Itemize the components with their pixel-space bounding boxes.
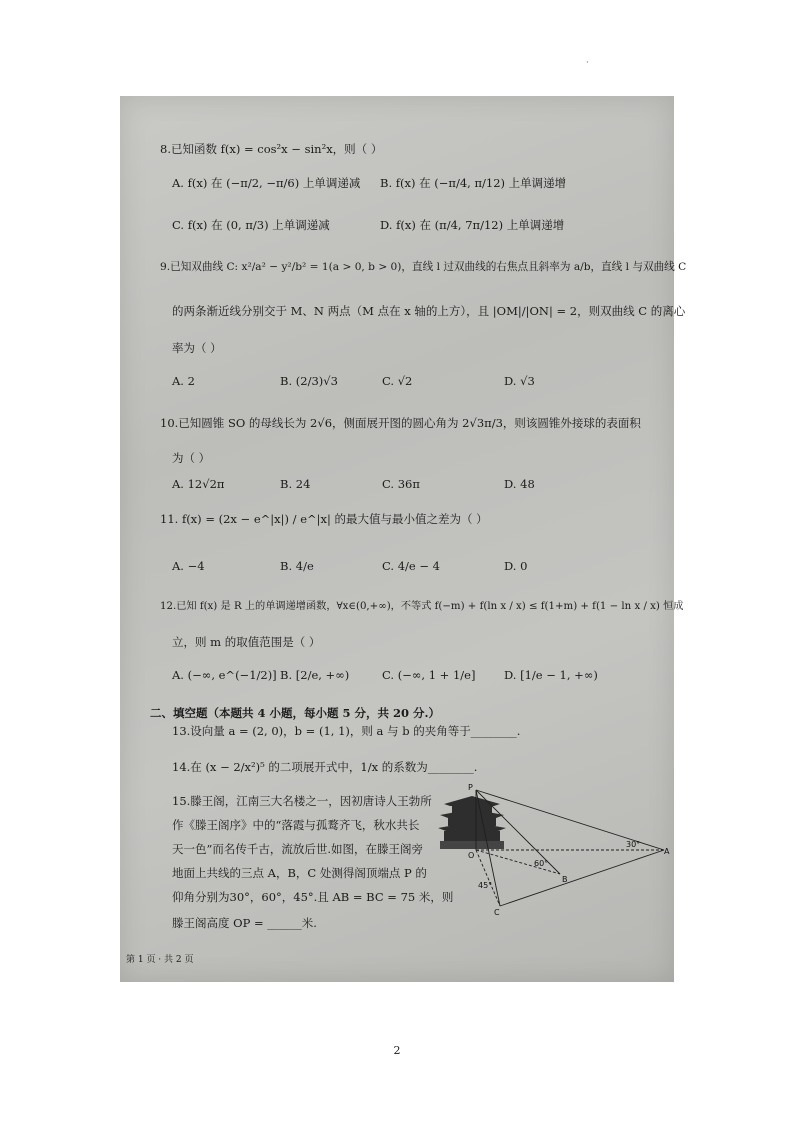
q9-line2: 的两条渐近线分别交于 M、N 两点（M 点在 x 轴的上方），且 |OM|/|ON| = 2，则双曲线 C 的离心 <box>172 304 686 318</box>
q8-option-d: D. f(x) 在 (π/4, 7π/12) 上单调递增 <box>380 218 565 232</box>
angle-60: 60° <box>534 859 549 868</box>
q12-option-d: D. [1/e − 1, +∞) <box>504 668 598 682</box>
q9-option-d: D. √3 <box>504 374 535 388</box>
q9-line3: 率为（ ） <box>172 341 222 355</box>
q15-line2: 作《滕王阁序》中的“落霞与孤鹜齐飞，秋水共长 <box>172 818 420 832</box>
q12-line2: 立，则 m 的取值范围是（ ） <box>172 635 321 649</box>
q9-line1: 9.已知双曲线 C: x²/a² − y²/b² = 1(a > 0, b > 0)，直线 l 过双曲线的右焦点且斜率为 a/b，直线 l 与双曲线 C <box>160 261 687 273</box>
q10-option-a: A. 12√2π <box>172 477 225 491</box>
page-footer: 第 1 页 · 共 2 页 <box>126 955 194 965</box>
q15-line3: 天一色”而名传千古，流放后世.如图，在滕王阁旁 <box>172 842 424 856</box>
section2-title: 二、填空题（本题共 4 小题，每小题 5 分，共 20 分.） <box>150 706 441 720</box>
q8-option-c: C. f(x) 在 (0, π/3) 上单调递减 <box>172 218 330 232</box>
label-a: A <box>664 847 670 856</box>
label-p: P <box>468 783 473 792</box>
q15-line6: 滕王阁高度 OP = ______米. <box>172 916 317 930</box>
q9-option-a: A. 2 <box>172 374 195 388</box>
q8-option-a: A. f(x) 在 (−π/2, −π/6) 上单调递减 <box>172 176 361 190</box>
q15-line5: 仰角分别为30°，60°，45°.且 AB = BC = 75 米，则 <box>172 890 454 904</box>
q10-option-c: C. 36π <box>382 477 420 491</box>
pavilion-figure <box>438 782 670 916</box>
q10-line1: 10.已知圆锥 SO 的母线长为 2√6，侧面展开图的圆心角为 2√3π/3，则该圆锥外接球的表面积 <box>160 416 641 430</box>
q12-option-c: C. (−∞, 1 + 1/e] <box>382 668 476 682</box>
q10-option-d: D. 48 <box>504 477 535 491</box>
page-number: 2 <box>393 1044 401 1057</box>
q8-option-b: B. f(x) 在 (−π/4, π/12) 上单调递增 <box>380 176 567 190</box>
q11-option-d: D. 0 <box>504 559 528 573</box>
label-o: O <box>468 851 475 860</box>
q14-text: 14.在 (x − 2/x²)⁵ 的二项展开式中，1/x 的系数为________. <box>172 760 478 774</box>
q12-line1: 12.已知 f(x) 是 R 上的单调递增函数，∀x∈(0,+∞)，不等式 f(−m) + f(ln x / x) ≤ f(1+m) + f(1 − ln x / x) 恒成 <box>160 601 684 612</box>
q9-option-b: B. (2/3)√3 <box>280 374 338 388</box>
q11-option-b: B. 4/e <box>280 559 314 573</box>
q8-stem: 8.已知函数 f(x) = cos²x − sin²x，则（ ） <box>160 142 383 156</box>
q12-option-a: A. (−∞, e^(−1/2)] <box>172 668 277 682</box>
pavilion-silhouette <box>438 796 506 849</box>
angle-45: 45° <box>478 881 493 890</box>
exam-photo <box>120 96 687 982</box>
q10-line2: 为（ ） <box>172 451 211 465</box>
q13-text: 13.设向量 a = (2, 0)，b = (1, 1)，则 a 与 b 的夹角等于________. <box>172 724 521 738</box>
corner-dot: · <box>586 58 589 68</box>
q10-option-b: B. 24 <box>280 477 311 491</box>
label-b: B <box>562 875 568 884</box>
q15-line4: 地面上共线的三点 A，B，C 处测得阁顶端点 P 的 <box>172 866 427 880</box>
q15-line1: 15.滕王阁，江南三大名楼之一，因初唐诗人王勃所 <box>172 794 432 808</box>
q11-option-a: A. −4 <box>172 559 205 573</box>
label-c: C <box>494 908 500 916</box>
q11-stem: 11. f(x) = (2x − e^|x|) / e^|x| 的最大值与最小值之差为（ ） <box>160 512 488 526</box>
segment-ac <box>500 850 664 906</box>
q11-option-c: C. 4/e − 4 <box>382 559 440 573</box>
q9-option-c: C. √2 <box>382 374 413 388</box>
q12-option-b: B. [2/e, +∞) <box>280 668 350 682</box>
segment-oc <box>476 850 500 906</box>
angle-30: 30° <box>626 840 641 849</box>
